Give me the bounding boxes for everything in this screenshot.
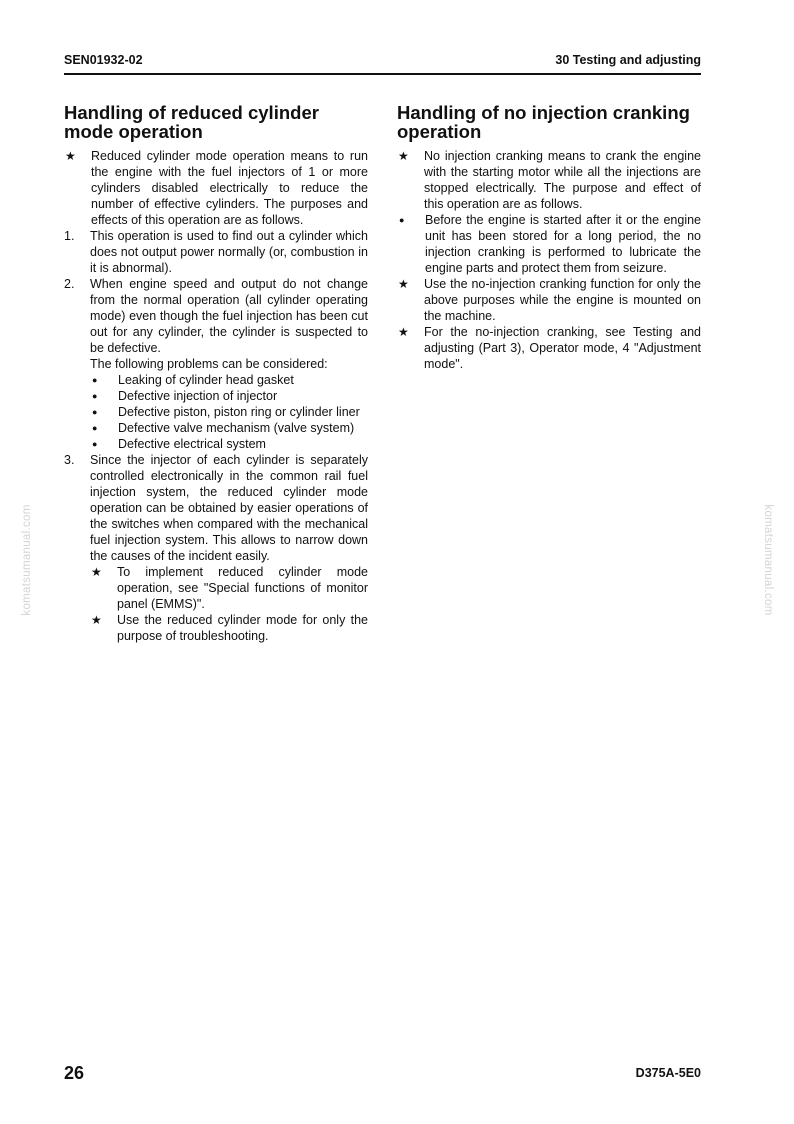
problem-text: Leaking of cylinder head gasket	[118, 373, 294, 387]
problem-text: Defective injection of injector	[118, 389, 278, 403]
bullet-icon: ●	[92, 439, 98, 449]
star-icon: ★	[398, 149, 409, 163]
sub-note	[90, 612, 368, 644]
watermark-left: komatsumanual.com	[21, 504, 33, 616]
right-title-line2: operation	[397, 121, 482, 142]
intro-text: Reduced cylinder mode operation means to run the engine with the fuel injectors of 1 or more cylinders disabled electrically to reduce the number of effective cylinders. The purposes and effects of this operation are as follows.	[91, 149, 368, 227]
sub-note-text: To implement reduced cylinder mode operation, see "Special functions of monitor panel (EMMS)".	[117, 565, 368, 611]
star-icon: ★	[91, 613, 102, 627]
star-icon: ★	[91, 565, 102, 579]
left-title-line2: mode operation	[64, 121, 203, 142]
problem-item	[90, 388, 368, 404]
problem-item	[90, 372, 368, 388]
problem-text: Defective valve mechanism (valve system)	[118, 421, 355, 435]
header-section-title: 30 Testing and adjusting	[555, 53, 701, 67]
bullet-text: Before the engine is started after it or the engine unit has been stored for a long period, the no injection cranking is performed to lubricate the engine parts and protect them from seizure.	[425, 213, 701, 275]
item-text: When engine speed and output do not change from the normal operation (all cylinder operating mode) even though the fuel injection has been cut out for any cylinder, the cylinder is suspected to be defective.	[90, 277, 368, 355]
numbered-item-3	[64, 452, 368, 564]
star-icon: ★	[398, 325, 409, 339]
sub-note	[90, 564, 368, 612]
star-icon: ★	[65, 149, 76, 163]
watermark-right: komatsumanual.com	[762, 504, 774, 616]
problem-text: Defective piston, piston ring or cylinder liner	[118, 405, 360, 419]
numbered-item-1	[64, 228, 368, 276]
note-item	[397, 148, 701, 212]
item-number: 2.	[64, 277, 75, 291]
problem-item	[90, 436, 368, 452]
right-title-line1: Handling of no injection cranking	[397, 102, 690, 123]
sub-note-text: Use the reduced cylinder mode for only the purpose of troubleshooting.	[117, 613, 368, 643]
bullet-icon: ●	[92, 407, 98, 417]
problems-intro: The following problems can be considered:	[90, 357, 328, 371]
model-code: D375A-5E0	[635, 1066, 701, 1080]
bullet-item	[397, 212, 701, 276]
bullet-icon: ●	[92, 375, 98, 385]
note-text: No injection cranking means to crank the engine with the starting motor while all the injections are stopped electrically. The purpose and effect of this operation are as follows.	[424, 149, 701, 211]
item-text: This operation is used to find out a cylinder which does not output power normally (or, combustion in it is abnormal).	[90, 229, 368, 275]
bullet-icon: ●	[92, 391, 98, 401]
left-title-line1: Handling of reduced cylinder	[64, 102, 319, 123]
star-icon: ★	[398, 277, 409, 291]
right-section-title	[397, 103, 701, 141]
problem-text: Defective electrical system	[118, 437, 266, 451]
left-section-title	[64, 103, 368, 141]
bullet-icon: ●	[92, 423, 98, 433]
numbered-item-2	[64, 276, 368, 356]
left-column	[64, 103, 368, 644]
header-doc-code: SEN01932-02	[64, 53, 143, 67]
item-number: 3.	[64, 453, 75, 467]
note-text: For the no-injection cranking, see Testing and adjusting (Part 3), Operator mode, 4 "Adjustment mode".	[424, 325, 701, 371]
note-item	[397, 324, 701, 372]
page-number: 26	[64, 1063, 85, 1083]
right-column	[397, 103, 701, 372]
intro-note	[64, 148, 368, 228]
problem-item	[90, 420, 368, 436]
note-text: Use the no-injection cranking function for only the above purposes while the engine is mounted on the machine.	[424, 277, 701, 323]
note-item	[397, 276, 701, 324]
item-number: 1.	[64, 229, 75, 243]
bullet-icon: ●	[399, 215, 405, 225]
problem-item	[90, 404, 368, 420]
header-divider	[64, 73, 701, 75]
item-text: Since the injector of each cylinder is separately controlled electronically in the common rail fuel injection system, the reduced cylinder mode operation can be obtained by easier operations of the switches when compared with the mechanical fuel injection system. This allows to narrow down the causes of the incident easily.	[90, 453, 368, 563]
